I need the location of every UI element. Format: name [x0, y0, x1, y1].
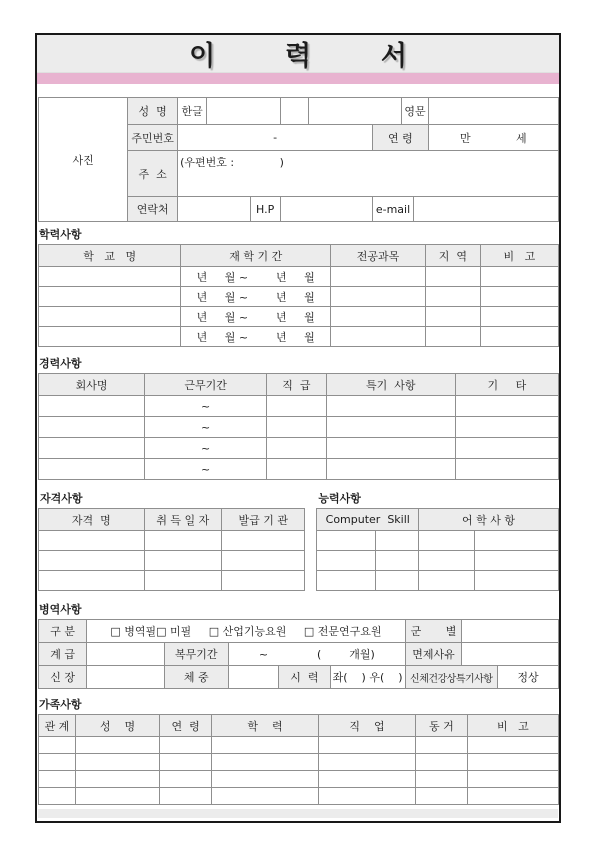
age-input-cell[interactable]: 만 세 — [428, 125, 558, 151]
name-korean-input-cell[interactable] — [207, 98, 281, 125]
license-row — [39, 571, 305, 591]
region-input-cell[interactable] — [426, 287, 481, 307]
vision-input-cell[interactable]: 좌( ) 우( ) — [330, 666, 405, 689]
family-note-input-cell[interactable] — [467, 737, 558, 754]
region-input-cell[interactable] — [426, 307, 481, 327]
family-age-input-cell[interactable] — [160, 788, 212, 805]
family-job-input-cell[interactable] — [318, 754, 415, 771]
major-input-cell[interactable] — [330, 267, 425, 287]
cohabit-input-cell[interactable] — [416, 737, 468, 754]
license-issuer-input-cell[interactable] — [222, 551, 305, 571]
hp-input-cell[interactable] — [280, 197, 373, 222]
relation-input-cell[interactable] — [39, 771, 76, 788]
specialty-input-cell[interactable] — [326, 438, 455, 459]
family-section-label: 가족사항 — [39, 698, 82, 711]
note-input-cell[interactable] — [480, 307, 558, 327]
email-label: e-mail — [373, 197, 414, 222]
health-note-value[interactable]: 정상 — [497, 666, 558, 689]
family-job-input-cell[interactable] — [318, 788, 415, 805]
region-input-cell[interactable] — [426, 267, 481, 287]
license-issuer-header: 발급 기 관 — [222, 509, 305, 531]
military-table — [38, 619, 559, 689]
family-row — [39, 737, 559, 754]
vision-label: 시 력 — [279, 666, 331, 689]
computer-skill-level-cell[interactable] — [376, 551, 419, 571]
company-input-cell[interactable] — [39, 438, 145, 459]
etc-header: 기 타 — [455, 374, 558, 396]
family-name-input-cell[interactable] — [75, 771, 159, 788]
period-input-cell[interactable]: 년 월 ~ 년 월 — [181, 307, 331, 327]
company-input-cell[interactable] — [39, 417, 145, 438]
family-job-input-cell[interactable] — [318, 737, 415, 754]
computer-skill-header: Computer Skill — [317, 509, 419, 531]
family-job-input-cell[interactable] — [318, 771, 415, 788]
license-issuer-input-cell[interactable] — [222, 531, 305, 551]
family-age-input-cell[interactable] — [160, 771, 212, 788]
contact-label: 연락처 — [128, 197, 178, 222]
company-header: 회사명 — [39, 374, 145, 396]
height-input-cell[interactable] — [87, 666, 164, 689]
work-period-input-cell[interactable]: ~ — [145, 438, 267, 459]
family-age-input-cell[interactable] — [160, 754, 212, 771]
school-name-header: 학 교 명 — [39, 245, 181, 267]
hp-label: H.P — [250, 197, 280, 222]
period-input-cell[interactable]: 년 월 ~ 년 월 — [181, 287, 331, 307]
military-branch-label: 군 별 — [405, 620, 462, 643]
computer-skill-level-cell[interactable] — [376, 531, 419, 551]
license-name-input-cell[interactable] — [39, 551, 145, 571]
weight-label: 체 중 — [164, 666, 229, 689]
education-row — [39, 307, 559, 327]
career-row — [39, 438, 559, 459]
resident-no-label: 주민번호 — [128, 125, 178, 151]
military-rank-input-cell[interactable] — [87, 643, 164, 666]
family-education-input-cell[interactable] — [211, 737, 318, 754]
military-section-label: 병역사항 — [39, 603, 82, 616]
region-header: 지 역 — [426, 245, 481, 267]
license-row — [39, 551, 305, 571]
name-extra-input-cell[interactable] — [308, 98, 401, 125]
military-status-checkboxes[interactable]: □ 병역필□ 미필 □ 산업기능요원 □ 전문연구요원 — [87, 620, 405, 643]
license-name-input-cell[interactable] — [39, 531, 145, 551]
license-section-label: 자격사항 — [40, 492, 83, 505]
work-period-header: 근무기간 — [145, 374, 267, 396]
company-input-cell[interactable] — [39, 396, 145, 417]
license-name-input-cell[interactable] — [39, 571, 145, 591]
computer-skill-name-cell[interactable] — [317, 551, 376, 571]
career-section-label: 경력사항 — [39, 357, 82, 370]
photo-placeholder: 사진 — [39, 98, 128, 222]
work-period-input-cell[interactable]: ~ — [145, 417, 267, 438]
english-label: 영문 — [402, 98, 428, 125]
major-header: 전공과목 — [330, 245, 425, 267]
relation-input-cell[interactable] — [39, 754, 76, 771]
family-education-input-cell[interactable] — [211, 788, 318, 805]
age-label: 연 령 — [373, 125, 428, 151]
specialty-input-cell[interactable] — [326, 396, 455, 417]
cohabit-input-cell[interactable] — [416, 754, 468, 771]
career-table — [38, 373, 559, 480]
cohabit-input-cell[interactable] — [416, 771, 468, 788]
region-input-cell[interactable] — [426, 327, 481, 347]
family-job-header: 직 업 — [318, 715, 415, 737]
korean-label: 한글 — [178, 98, 207, 125]
license-table — [38, 508, 305, 591]
career-row — [39, 417, 559, 438]
cohabit-input-cell[interactable] — [416, 788, 468, 805]
height-label: 신 장 — [39, 666, 87, 689]
family-education-input-cell[interactable] — [211, 771, 318, 788]
license-date-header: 취 득 일 자 — [144, 509, 222, 531]
family-row — [39, 754, 559, 771]
language-name-cell[interactable] — [419, 551, 475, 571]
cohabit-header: 동 거 — [416, 715, 468, 737]
personal-info-table — [38, 97, 559, 222]
education-section-label: 학력사항 — [39, 228, 82, 241]
position-input-cell[interactable] — [267, 417, 327, 438]
school-input-cell[interactable] — [39, 287, 181, 307]
education-row — [39, 327, 559, 347]
email-input-cell[interactable] — [413, 197, 558, 222]
skill-row — [317, 571, 559, 591]
school-input-cell[interactable] — [39, 267, 181, 287]
specialty-header: 특기 사항 — [326, 374, 455, 396]
family-row — [39, 788, 559, 805]
family-note-input-cell[interactable] — [467, 754, 558, 771]
license-date-input-cell[interactable] — [144, 551, 222, 571]
career-row — [39, 459, 559, 480]
position-header: 직 급 — [267, 374, 327, 396]
resume-document-frame — [35, 33, 561, 823]
military-rank-label: 계 급 — [39, 643, 87, 666]
education-row — [39, 287, 559, 307]
period-input-cell[interactable]: 년 월 ~ 년 월 — [181, 267, 331, 287]
military-branch-input-cell[interactable] — [462, 620, 559, 643]
address-label: 주 소 — [128, 151, 178, 197]
position-input-cell[interactable] — [267, 459, 327, 480]
name-hanja-input-cell[interactable] — [280, 98, 308, 125]
specialty-input-cell[interactable] — [326, 459, 455, 480]
weight-input-cell[interactable] — [229, 666, 279, 689]
family-name-input-cell[interactable] — [75, 788, 159, 805]
specialty-input-cell[interactable] — [326, 417, 455, 438]
service-period-label: 복무기간 — [164, 643, 229, 666]
license-date-input-cell[interactable] — [144, 571, 222, 591]
family-row — [39, 771, 559, 788]
language-level-cell[interactable] — [475, 531, 559, 551]
computer-skill-name-cell[interactable] — [317, 571, 376, 591]
family-note-input-cell[interactable] — [467, 788, 558, 805]
pink-accent-bar — [37, 73, 559, 84]
education-table — [38, 244, 559, 347]
name-label: 성 명 — [128, 98, 178, 125]
license-row — [39, 531, 305, 551]
note-header: 비 고 — [480, 245, 558, 267]
address-input-cell[interactable]: (우편번호 : ) — [178, 151, 559, 197]
relation-input-cell[interactable] — [39, 788, 76, 805]
etc-input-cell[interactable] — [455, 417, 558, 438]
exemption-label: 면제사유 — [405, 643, 462, 666]
bottom-gray-bar — [38, 809, 558, 818]
position-input-cell[interactable] — [267, 396, 327, 417]
career-row — [39, 396, 559, 417]
skill-section-label: 능력사항 — [318, 492, 361, 505]
exemption-input-cell[interactable] — [462, 643, 559, 666]
relation-input-cell[interactable] — [39, 737, 76, 754]
company-input-cell[interactable] — [39, 459, 145, 480]
language-level-cell[interactable] — [475, 551, 559, 571]
note-input-cell[interactable] — [480, 327, 558, 347]
license-date-input-cell[interactable] — [144, 531, 222, 551]
family-age-header: 연 령 — [160, 715, 212, 737]
language-name-cell[interactable] — [419, 531, 475, 551]
attendance-period-header: 재 학 기 간 — [181, 245, 331, 267]
position-input-cell[interactable] — [267, 438, 327, 459]
phone-input-cell[interactable] — [178, 197, 251, 222]
etc-input-cell[interactable] — [455, 396, 558, 417]
school-input-cell[interactable] — [39, 327, 181, 347]
name-english-input-cell[interactable] — [428, 98, 558, 125]
family-name-header: 성 명 — [75, 715, 159, 737]
note-input-cell[interactable] — [480, 287, 558, 307]
license-issuer-input-cell[interactable] — [222, 571, 305, 591]
work-period-input-cell[interactable]: ~ — [145, 396, 267, 417]
resident-no-input-cell[interactable]: - — [178, 125, 373, 151]
major-input-cell[interactable] — [330, 327, 425, 347]
title-bar — [37, 35, 559, 73]
family-note-input-cell[interactable] — [467, 771, 558, 788]
language-name-cell[interactable] — [419, 571, 475, 591]
license-name-header: 자격 명 — [39, 509, 145, 531]
work-period-input-cell[interactable]: ~ — [145, 459, 267, 480]
skill-table — [316, 508, 559, 591]
military-category-label: 구 분 — [39, 620, 87, 643]
period-input-cell[interactable]: 년 월 ~ 년 월 — [181, 327, 331, 347]
computer-skill-name-cell[interactable] — [317, 531, 376, 551]
family-education-input-cell[interactable] — [211, 754, 318, 771]
family-table — [38, 714, 559, 805]
skill-row — [317, 531, 559, 551]
skill-row — [317, 551, 559, 571]
school-input-cell[interactable] — [39, 307, 181, 327]
computer-skill-level-cell[interactable] — [376, 571, 419, 591]
family-name-input-cell[interactable] — [75, 754, 159, 771]
language-level-cell[interactable] — [475, 571, 559, 591]
relation-header: 관 계 — [39, 715, 76, 737]
etc-input-cell[interactable] — [455, 459, 558, 480]
major-input-cell[interactable] — [330, 307, 425, 327]
family-education-header: 학 력 — [211, 715, 318, 737]
etc-input-cell[interactable] — [455, 438, 558, 459]
education-row — [39, 267, 559, 287]
language-header: 어 학 사 항 — [419, 509, 559, 531]
major-input-cell[interactable] — [330, 287, 425, 307]
page-title: 이 력 서 — [189, 41, 424, 72]
note-input-cell[interactable] — [480, 267, 558, 287]
health-note-label: 신체건강상특기사항 — [405, 666, 497, 689]
service-period-input-cell[interactable]: ~ ( 개월) — [229, 643, 406, 666]
family-age-input-cell[interactable] — [160, 737, 212, 754]
family-name-input-cell[interactable] — [75, 737, 159, 754]
family-note-header: 비 고 — [467, 715, 558, 737]
